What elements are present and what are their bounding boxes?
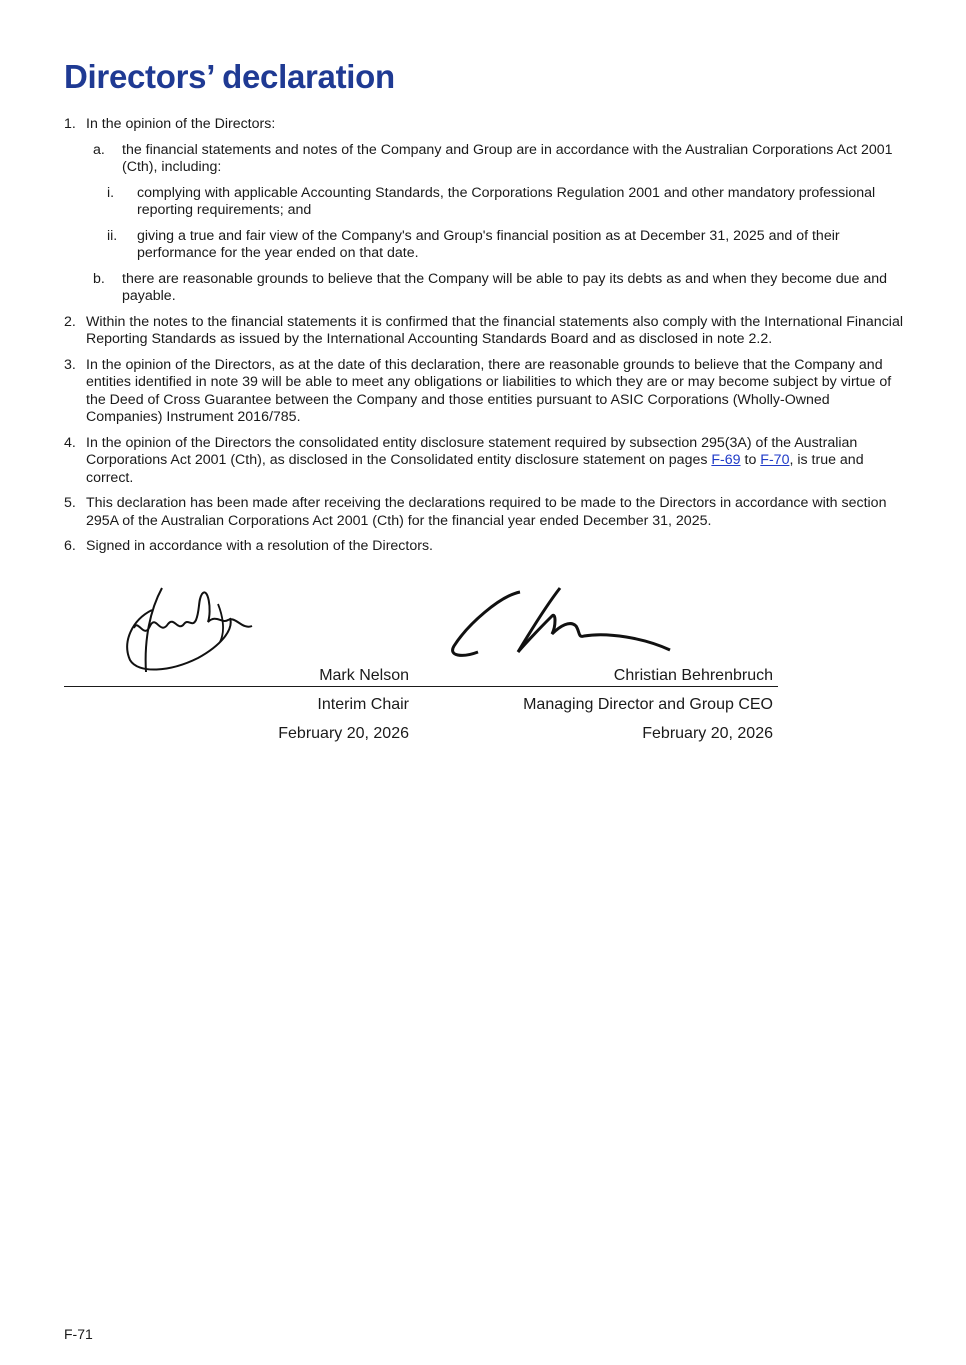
item-text-part: , is true and correct.: [86, 452, 864, 486]
page-title: Directors’ declaration: [64, 58, 395, 95]
signatory-date: February 20, 2026: [278, 725, 409, 742]
signatory-date: February 20, 2026: [642, 725, 773, 742]
signatory-name: Mark Nelson: [319, 667, 409, 684]
item-number: 4.: [64, 434, 76, 451]
item-text: [86, 435, 904, 488]
subsubitem-text: complying with applicable Accounting Standards, the Corporations Regulation 2001 and other mandatory professional reporting requirements; and: [137, 184, 876, 218]
signatory-role: Interim Chair: [317, 696, 409, 713]
item-text: In the opinion of the Directors:: [86, 116, 276, 132]
declaration-list: [64, 116, 904, 564]
item-text: In the opinion of the Directors, as at the date of this declaration, there are reasonable grounds to believe that the Company and entities identified in note 39 will be able to meet any obligations or liabilities to which they are or may become subject by virtue of the Deed of Cross Guarantee between the Company and those entities pursuant to ASIC Corporations (Wholly-Owned Companies) Instrument 2016/785.: [86, 356, 892, 425]
subitem-letter: a.: [93, 141, 105, 158]
subsubitem-text: giving a true and fair view of the Company's and Group's financial position as at December 31, 2025 and of their performance for the year ended on that date.: [137, 227, 840, 261]
item-number: 2.: [64, 313, 76, 330]
page-link-f70[interactable]: F-70: [760, 452, 790, 468]
list-subitem: [93, 271, 904, 306]
list-subsubitem: [93, 228, 904, 263]
page-number: F-71: [64, 1326, 93, 1342]
page-link-f69[interactable]: F-69: [711, 452, 741, 468]
signature-rule: [64, 686, 778, 687]
subsubitem-numeral: ii.: [107, 227, 118, 244]
subitem-text: the financial statements and notes of the Company and Group are in accordance with the Australian Corporations Act 2001 (Cth), including:: [122, 141, 893, 175]
signature-block: [64, 578, 778, 748]
signatory-name: Christian Behrenbruch: [613, 667, 773, 684]
item-number: 3.: [64, 356, 76, 373]
signature-mark-nelson: [122, 580, 256, 676]
list-subsubitem: [93, 185, 904, 220]
subitem-text: there are reasonable grounds to believe that the Company will be able to pay its debts as and when they become due and payable.: [122, 270, 888, 304]
item-text-part: to: [740, 452, 761, 468]
item-number: 5.: [64, 495, 76, 511]
signatory-role: Managing Director and Group CEO: [523, 696, 773, 713]
item-number: 6.: [64, 538, 76, 554]
list-item: [64, 314, 904, 349]
subsubitem-numeral: i.: [107, 184, 115, 201]
list-item: [64, 538, 904, 556]
list-item: [64, 435, 904, 488]
item-text-part: In the opinion of the Directors the consolidated entity disclosure statement required by subsection 295(3A) of the Australian Corporations Act 2001 (Cth), as disclosed in the Consolidated entity disclosure statement on pages: [86, 434, 858, 468]
item-text: Signed in accordance with a resolution of the Directors.: [86, 538, 433, 554]
list-item: [64, 495, 904, 530]
list-item: [64, 116, 904, 306]
item-number: 1.: [64, 116, 76, 132]
list-item: [64, 357, 904, 427]
item-text: This declaration has been made after receiving the declarations required to be made to the Directors in accordance with section 295A of the Australian Corporations Act 2001 (Cth) for the financial year ended December 31, 2025.: [86, 495, 887, 529]
list-subitem: [93, 142, 904, 263]
signature-christian-behrenbruch: [448, 586, 674, 660]
item-text: Within the notes to the financial statements it is confirmed that the financial statements also comply with the International Financial Reporting Standards as issued by the International Accounting Standards Board and as disclosed in note 2.2.: [86, 313, 903, 347]
subitem-letter: b.: [93, 270, 105, 287]
